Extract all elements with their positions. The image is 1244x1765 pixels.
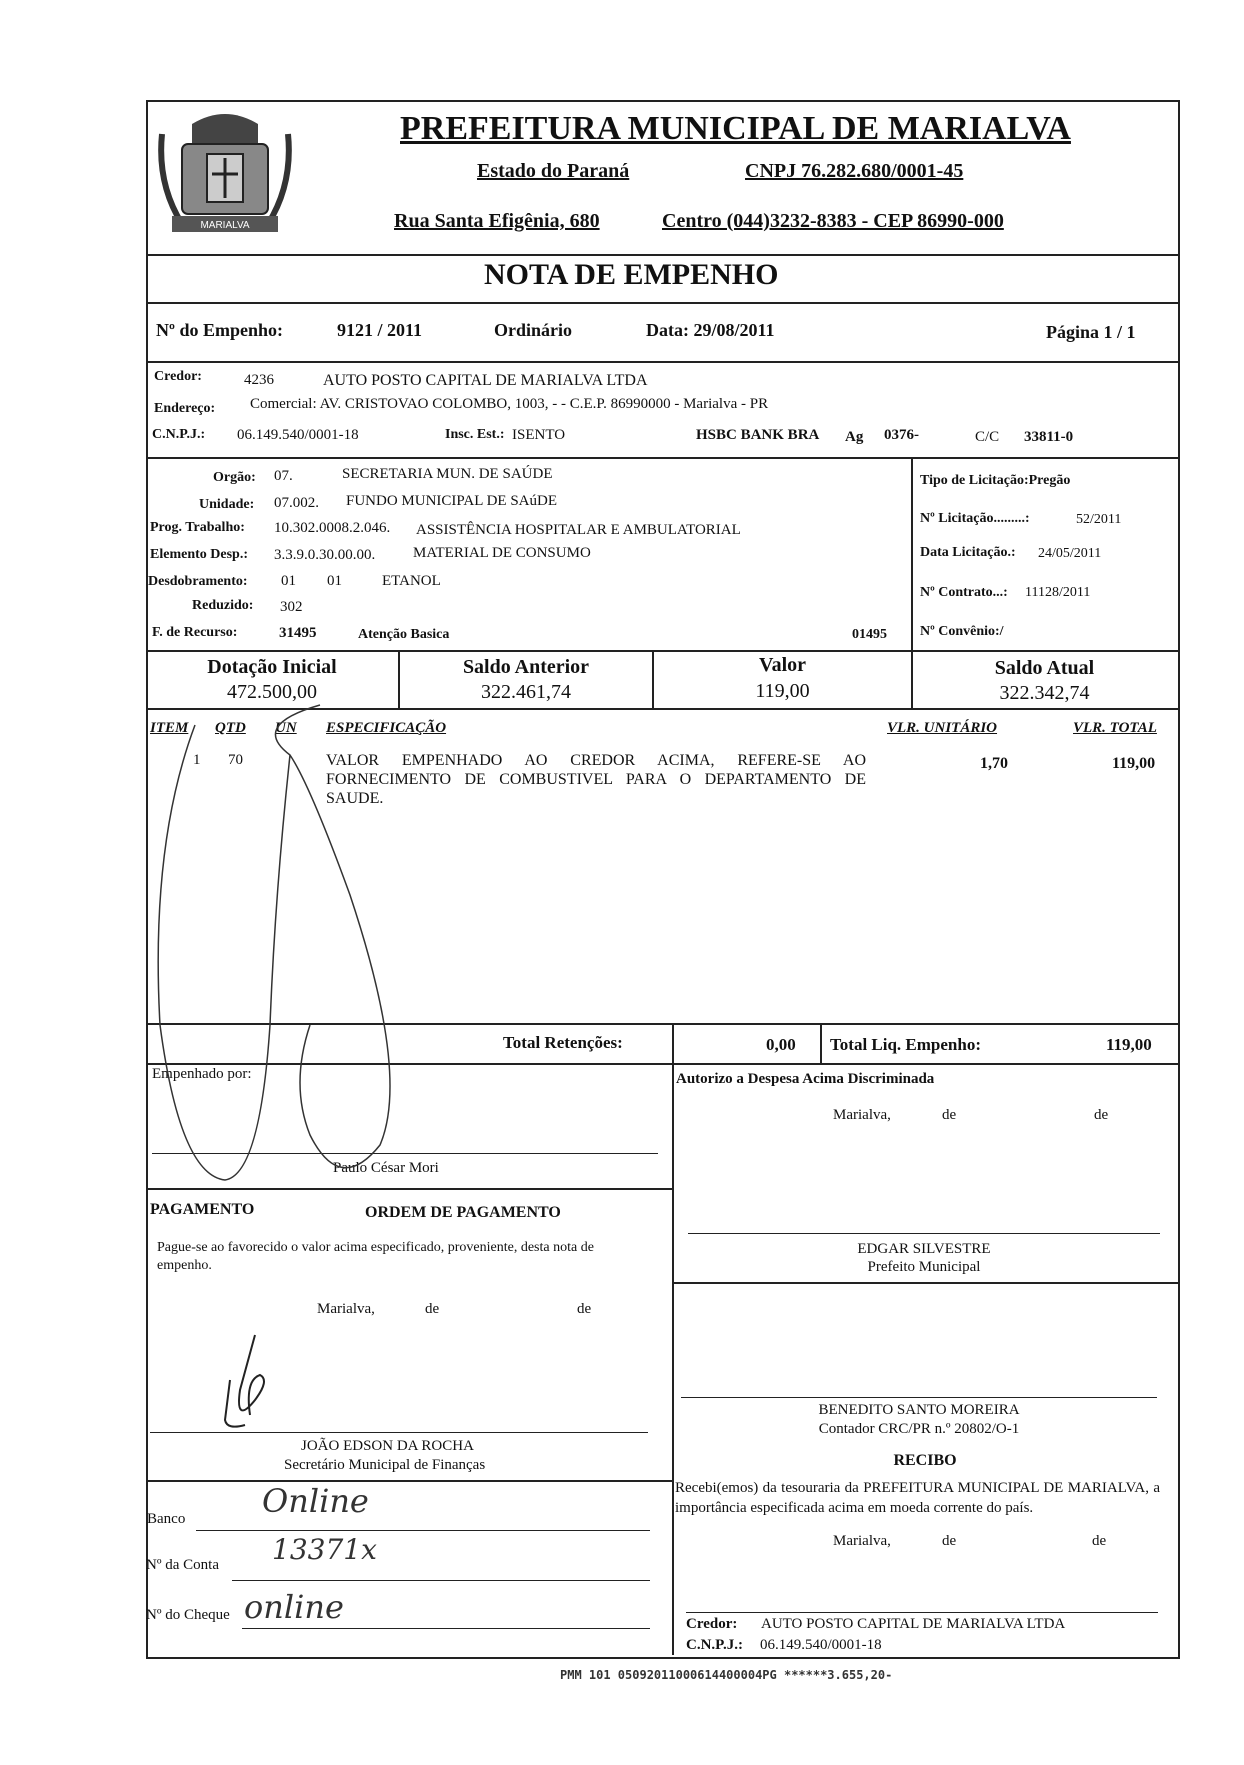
empenho-type: Ordinário — [494, 320, 573, 340]
data-licitacao-value: 24/05/2011 — [1038, 546, 1102, 561]
cc-label: C/C — [975, 429, 1000, 445]
recurso-right: 01495 — [852, 627, 887, 642]
autorizo-signer-name: EDGAR SILVESTRE — [857, 1241, 991, 1257]
svg-text:MARIALVA: MARIALVA — [200, 220, 250, 231]
dotacao-label: Dotação Inicial — [207, 656, 337, 678]
item-spec: VALOR EMPENHADO AO CREDOR ACIMA, REFERE-SE AO FORNECIMENTO DE COMBUSTIVEL PARA O DEPARTAMENTO DE SAUDE. — [326, 752, 866, 807]
contrato-label: Nº Contrato...: — [920, 585, 1008, 600]
page-title: PREFEITURA MUNICIPAL DE MARIALVA — [400, 110, 1071, 147]
saldo-anterior-value: 322.461,74 — [481, 681, 571, 703]
handwritten-signature-mark — [150, 695, 470, 1185]
pagamento-label: PAGAMENTO — [150, 1201, 255, 1218]
header-especificacao: ESPECIFICAÇÃO — [326, 720, 447, 736]
address-rest: Centro (044)3232-8383 - CEP 86990-000 — [662, 210, 1004, 232]
cc-value: 33811-0 — [1024, 429, 1074, 445]
pagamento-city: Marialva, — [317, 1301, 375, 1317]
cheque-label: Nº do Cheque — [146, 1607, 230, 1623]
item-unit-value: 1,70 — [980, 755, 1008, 772]
item-total-value: 119,00 — [1112, 755, 1156, 772]
empenho-number-label: Nº do Empenho: — [156, 320, 283, 340]
pagamento-de2: de — [577, 1301, 592, 1317]
prog-label: Prog. Trabalho: — [150, 520, 245, 535]
insc-label: Insc. Est.: — [445, 427, 505, 442]
recurso-name: Atenção Basica — [358, 627, 450, 642]
item-number: 1 — [193, 752, 201, 768]
header-un: UN — [275, 720, 297, 736]
conta-label: Nº da Conta — [146, 1557, 219, 1573]
pagamento-text: Pague-se ao favorecido o valor acima especificado, proveniente, desta nota de empenho. — [157, 1240, 594, 1273]
coat-of-arms-icon — [152, 104, 298, 250]
pagamento-signer-name: JOÃO EDSON DA ROCHA — [301, 1438, 474, 1454]
retencoes-label: Total Retenções: — [503, 1033, 623, 1052]
tipo-licitacao: Tipo de Licitação:Pregão — [920, 473, 1071, 488]
autorizo-title: Autorizo a Despesa Acima Discriminada — [676, 1071, 935, 1087]
ag-value: 0376- — [884, 427, 919, 443]
empenho-number: 9121 / 2011 — [337, 320, 423, 340]
dotacao-value: 472.500,00 — [227, 681, 317, 703]
desdobramento-name: ETANOL — [382, 573, 441, 589]
banco-value: Online — [262, 1482, 369, 1520]
header-vlr-total: VLR. TOTAL — [1073, 720, 1157, 736]
bank-name: HSBC BANK BRA — [696, 427, 820, 443]
prog-name: ASSISTÊNCIA HOSPITALAR E AMBULATORIAL — [416, 522, 741, 538]
convenio-label: Nº Convênio:/ — [920, 624, 1004, 639]
valor-value: 119,00 — [755, 680, 810, 702]
ordem-pagamento-title: ORDEM DE PAGAMENTO — [365, 1204, 561, 1221]
retencoes-value: 0,00 — [766, 1035, 796, 1054]
num-licitacao-label: Nº Licitação.........: — [920, 511, 1030, 526]
recibo-cnpj-value: 06.149.540/0001-18 — [760, 1637, 882, 1653]
pagamento-de1: de — [425, 1301, 440, 1317]
recibo-city: Marialva, — [833, 1533, 891, 1549]
signature-joao — [215, 1330, 305, 1430]
recibo-credor-label: Credor: — [686, 1616, 738, 1632]
recurso-label: F. de Recurso: — [152, 625, 238, 640]
elemento-name: MATERIAL DE CONSUMO — [413, 545, 591, 561]
num-licitacao-value: 52/2011 — [1076, 512, 1122, 527]
reduzido-label: Reduzido: — [192, 598, 254, 613]
reduzido-value: 302 — [280, 599, 303, 615]
orgao-name: SECRETARIA MUN. DE SAÚDE — [342, 466, 553, 482]
recibo-cnpj-label: C.N.P.J.: — [686, 1637, 743, 1653]
saldo-anterior-label: Saldo Anterior — [462, 656, 590, 678]
desdobramento-label: Desdobramento: — [148, 574, 248, 589]
cnpj-creditor-value: 06.149.540/0001-18 — [237, 427, 359, 443]
recibo-de2: de — [1092, 1533, 1107, 1549]
recurso-code: 31495 — [279, 625, 317, 641]
item-qtd: 70 — [228, 752, 243, 768]
unidade-label: Unidade: — [199, 497, 255, 512]
ag-label: Ag — [845, 429, 864, 445]
desdobramento-a: 01 — [281, 573, 296, 589]
banco-label: Banco — [147, 1511, 186, 1527]
empenhado-label: Empenhado por: — [152, 1066, 252, 1082]
header-item: ITEM — [150, 720, 189, 736]
autorizo-de2: de — [1094, 1107, 1109, 1123]
address-street: Rua Santa Efigênia, 680 — [394, 210, 600, 232]
autorizo-signer-role: Prefeito Municipal — [867, 1259, 981, 1275]
pagamento-signer-role: Secretário Municipal de Finanças — [284, 1457, 486, 1473]
orgao-code: 07. — [274, 468, 293, 484]
contador-name: BENEDITO SANTO MOREIRA — [818, 1402, 1020, 1418]
recibo-text: Recebi(emos) da tesouraria da PREFEITURA MUNICIPAL DE MARIALVA, a importância especificada acima em moeda corrente do país. — [675, 1480, 1160, 1516]
footer-code: PMM 101 05092011000614400004PG ******3.655,20- — [560, 1668, 893, 1682]
contador-role: Contador CRC/PR n.º 20802/O-1 — [818, 1421, 1020, 1437]
cnpj-creditor-label: C.N.P.J.: — [152, 427, 206, 442]
elemento-label: Elemento Desp.: — [150, 547, 248, 562]
desdobramento-b: 01 — [327, 573, 342, 589]
endereco-value: Comercial: AV. CRISTOVAO COLOMBO, 1003, - - C.E.P. 86990000 - Marialva - PR — [250, 396, 769, 412]
recibo-credor-value: AUTO POSTO CAPITAL DE MARIALVA LTDA — [761, 1616, 1066, 1632]
recibo-title: RECIBO — [893, 1452, 957, 1469]
prog-code: 10.302.0008.2.046. — [274, 520, 391, 536]
data-licitacao-label: Data Licitação.: — [920, 545, 1016, 560]
total-liq-label: Total Liq. Empenho: — [830, 1035, 981, 1054]
empenho-date: Data: 29/08/2011 — [646, 320, 775, 340]
header-vlr-unitario: VLR. UNITÁRIO — [887, 720, 998, 736]
credor-code: 4236 — [244, 372, 274, 388]
orgao-label: Orgão: — [213, 470, 256, 485]
header-qtd: QTD — [215, 720, 246, 736]
total-liq-value: 119,00 — [1106, 1035, 1152, 1054]
credor-label: Credor: — [154, 369, 202, 384]
recibo-de1: de — [942, 1533, 957, 1549]
autorizo-de1: de — [942, 1107, 957, 1123]
contrato-value: 11128/2011 — [1025, 585, 1091, 600]
autorizo-city: Marialva, — [833, 1107, 891, 1123]
unidade-name: FUNDO MUNICIPAL DE SAúDE — [346, 493, 557, 509]
page-number: Página 1 / 1 — [1046, 322, 1136, 342]
saldo-atual-label: Saldo Atual — [994, 657, 1095, 679]
insc-value: ISENTO — [512, 427, 566, 443]
unidade-code: 07.002. — [274, 495, 319, 511]
elemento-code: 3.3.9.0.30.00.00. — [274, 547, 376, 563]
cheque-value: online — [244, 1588, 344, 1626]
credor-name: AUTO POSTO CAPITAL DE MARIALVA LTDA — [323, 372, 648, 389]
endereco-label: Endereço: — [154, 401, 216, 416]
valor-label: Valor — [758, 654, 807, 676]
state-label: Estado do Paraná — [477, 160, 630, 182]
conta-value: 13371x — [272, 1533, 377, 1566]
saldo-atual-value: 322.342,74 — [999, 682, 1090, 704]
cnpj-label: CNPJ 76.282.680/0001-45 — [745, 160, 964, 182]
doc-title: NOTA DE EMPENHO — [484, 258, 779, 291]
empenhado-name: Paulo César Mori — [333, 1160, 439, 1176]
